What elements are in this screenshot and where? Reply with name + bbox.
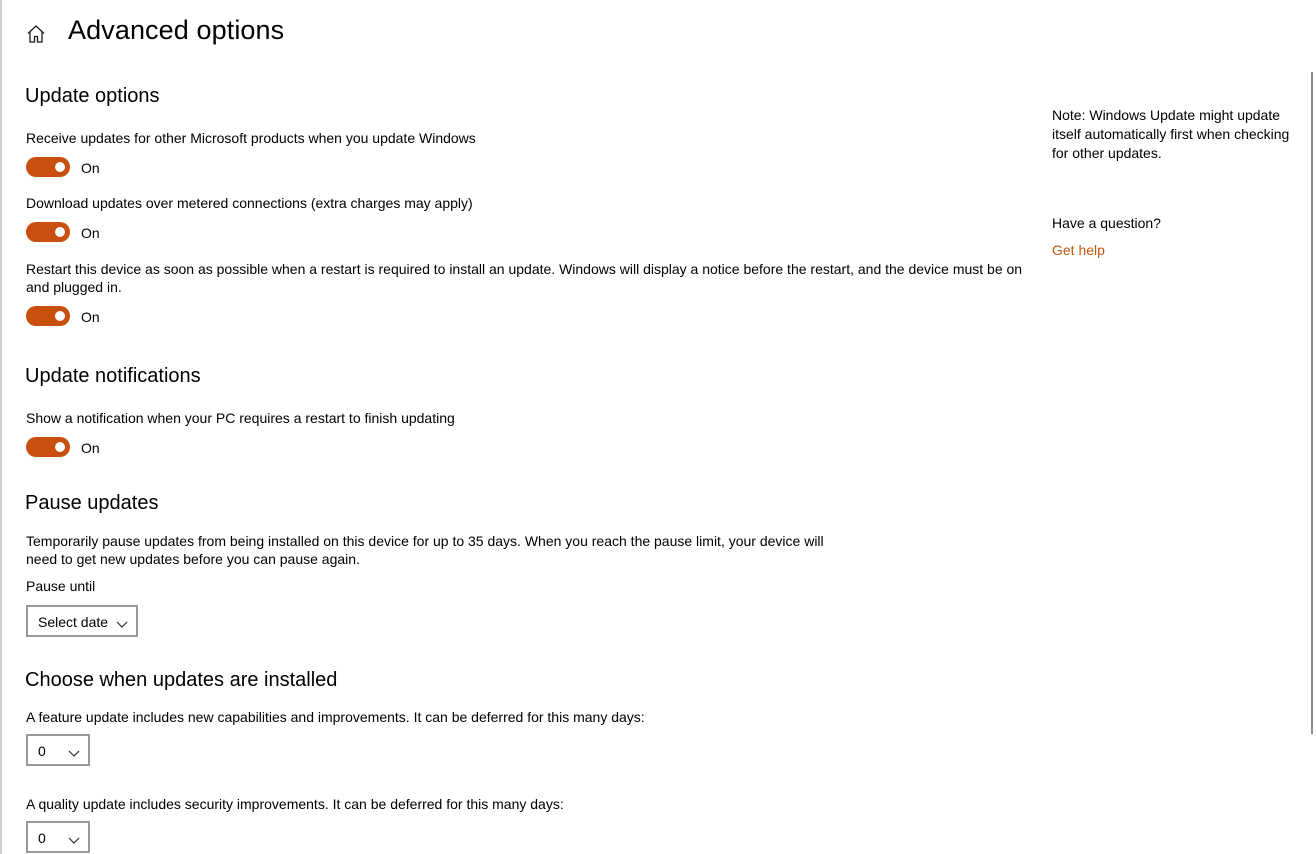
section-title-choose-when: Choose when updates are installed bbox=[25, 669, 338, 691]
scrollbar[interactable] bbox=[1311, 72, 1313, 734]
quality-deferral-value: 0 bbox=[38, 830, 46, 846]
toggle-state-label: On bbox=[81, 225, 100, 241]
home-icon[interactable] bbox=[25, 23, 47, 45]
window-left-edge bbox=[0, 0, 2, 854]
setting-label-metered: Download updates over metered connections (extra charges may apply) bbox=[26, 195, 473, 211]
feature-update-label: A feature update includes new capabilities and improvements. It can be deferred for this many days: bbox=[26, 709, 645, 725]
section-title-pause-updates: Pause updates bbox=[25, 492, 159, 514]
quality-update-label: A quality update includes security improvements. It can be deferred for this many days: bbox=[26, 796, 564, 812]
feature-deferral-select[interactable] bbox=[26, 734, 90, 766]
pause-until-label: Pause until bbox=[26, 578, 96, 594]
toggle-metered[interactable] bbox=[26, 222, 70, 242]
pause-until-value: Select date bbox=[38, 614, 109, 630]
section-title-update-notifications: Update notifications bbox=[25, 365, 201, 387]
get-help-link[interactable]: Get help bbox=[1052, 242, 1105, 258]
feature-deferral-value: 0 bbox=[38, 743, 46, 759]
toggle-knob bbox=[55, 227, 65, 237]
toggle-state-label: On bbox=[81, 160, 100, 176]
pause-updates-description: Temporarily pause updates from being installed on this device for up to 35 days. When you reach the pause limit, your device will need to get new updates before you can pause again. bbox=[26, 533, 824, 567]
chevron-down-icon bbox=[116, 616, 128, 624]
section-title-update-options: Update options bbox=[25, 85, 160, 107]
toggle-knob bbox=[55, 311, 65, 321]
toggle-restart-notification[interactable] bbox=[26, 437, 70, 457]
setting-label-other-products: Receive updates for other Microsoft products when you update Windows bbox=[26, 130, 476, 146]
toggle-state-label: On bbox=[81, 440, 100, 456]
pause-until-select[interactable] bbox=[26, 605, 138, 637]
toggle-knob bbox=[55, 442, 65, 452]
side-question: Have a question? bbox=[1052, 215, 1161, 231]
toggle-other-products[interactable] bbox=[26, 157, 70, 177]
chevron-down-icon bbox=[68, 745, 80, 753]
chevron-down-icon bbox=[68, 832, 80, 840]
toggle-restart-asap[interactable] bbox=[26, 306, 70, 326]
side-note: Note: Windows Update might update itself automatically first when checking for other updates. bbox=[1052, 107, 1290, 161]
toggle-state-label: On bbox=[81, 309, 100, 325]
toggle-knob bbox=[55, 162, 65, 172]
setting-label-restart-asap: Restart this device as soon as possible when a restart is required to install an update. Windows will display a notice before the restart, and the device must be on and plugged in. bbox=[26, 261, 1023, 295]
quality-deferral-select[interactable] bbox=[26, 821, 90, 853]
page-title: Advanced options bbox=[68, 15, 285, 45]
setting-label-restart-notification: Show a notification when your PC requires a restart to finish updating bbox=[26, 410, 455, 426]
